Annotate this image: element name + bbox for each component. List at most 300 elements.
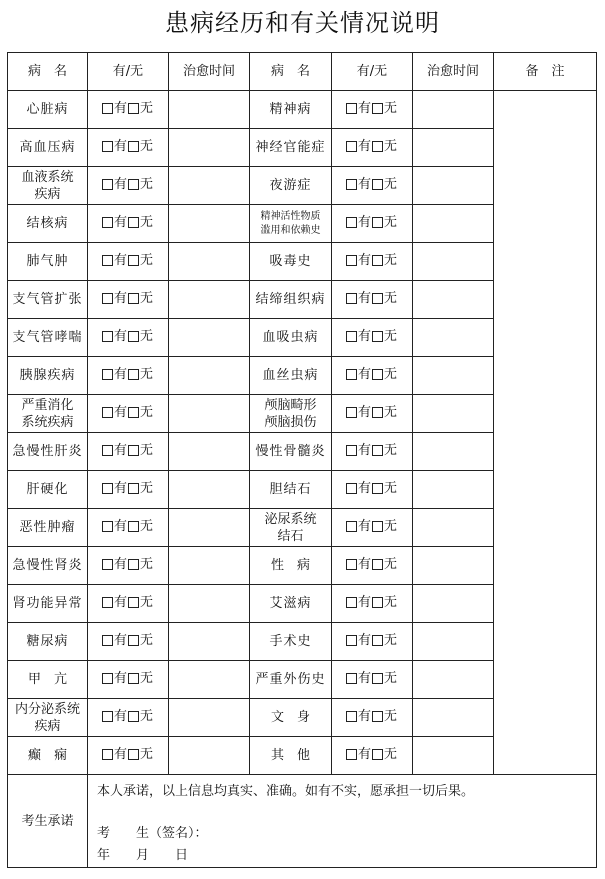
disease-label-left: 肺气肿 <box>26 254 69 269</box>
left-row-1-yes-checkbox[interactable] <box>102 141 113 152</box>
left-row-0-yes-no <box>102 100 154 117</box>
right-row-1-yes-label: 有 <box>357 139 371 154</box>
cure-time-left-input[interactable] <box>169 737 250 775</box>
cure-time-left-input[interactable] <box>169 205 250 243</box>
disease-name-left <box>8 699 88 737</box>
cure-time-left-input[interactable] <box>169 585 250 623</box>
table-header-row <box>8 53 597 91</box>
disease-label-right: 精神活性物质 滥用和依赖史 <box>260 210 321 236</box>
right-row-12-yes-no-cell <box>332 547 413 585</box>
disease-label-left: 胰腺疾病 <box>19 368 76 383</box>
left-row-3-no-checkbox[interactable] <box>128 217 139 228</box>
disease-name-right <box>250 205 332 243</box>
right-row-15-no-checkbox[interactable] <box>372 673 383 684</box>
left-row-5-yes-no-cell <box>88 281 169 319</box>
right-row-7-yes-label: 有 <box>357 367 371 382</box>
disease-name-left <box>8 205 88 243</box>
disease-name-right <box>250 623 332 661</box>
right-row-0-yes-no <box>346 100 398 117</box>
right-row-5-no-checkbox[interactable] <box>372 293 383 304</box>
left-row-1-yes-label: 有 <box>113 139 127 154</box>
cure-time-left-input[interactable] <box>169 167 250 205</box>
right-row-9-yes-no-cell <box>332 433 413 471</box>
disease-name-right <box>250 395 332 433</box>
left-row-8-yes-checkbox[interactable] <box>102 407 113 418</box>
right-row-14-no-checkbox[interactable] <box>372 635 383 646</box>
cure-time-left-input[interactable] <box>169 91 250 129</box>
left-row-1-no-checkbox[interactable] <box>128 141 139 152</box>
left-row-16-yes-checkbox[interactable] <box>102 711 113 722</box>
cure-time-left-input[interactable] <box>169 243 250 281</box>
left-row-16-yes-label: 有 <box>113 709 127 724</box>
right-row-8-yes-checkbox[interactable] <box>346 407 357 418</box>
left-row-15-no-label: 无 <box>140 671 154 686</box>
disease-label-right: 血吸虫病 <box>262 330 319 345</box>
cure-time-right-input[interactable] <box>413 319 494 357</box>
left-row-3-yes-checkbox[interactable] <box>102 217 113 228</box>
left-row-8-no-checkbox[interactable] <box>128 407 139 418</box>
left-row-4-yes-no <box>102 252 154 269</box>
cure-time-left-input[interactable] <box>169 623 250 661</box>
disease-label-right: 神经官能症 <box>255 140 326 155</box>
left-row-0-no-checkbox[interactable] <box>128 103 139 114</box>
left-row-4-no-checkbox[interactable] <box>128 255 139 266</box>
disease-label-right: 文 身 <box>270 710 310 725</box>
right-row-4-yes-no-cell <box>332 243 413 281</box>
left-row-14-yes-checkbox[interactable] <box>102 635 113 646</box>
right-row-11-yes-no <box>346 518 398 535</box>
disease-name-right <box>250 585 332 623</box>
right-row-2-yes-no-cell <box>332 167 413 205</box>
left-row-10-yes-checkbox[interactable] <box>102 483 113 494</box>
left-row-10-yes-no <box>102 480 154 497</box>
disease-name-left <box>8 509 88 547</box>
right-row-12-no-label: 无 <box>384 557 398 572</box>
left-row-11-yes-no-cell <box>88 509 169 547</box>
cure-time-left-input[interactable] <box>169 281 250 319</box>
left-row-7-no-label: 无 <box>140 367 154 382</box>
right-row-12-yes-checkbox[interactable] <box>346 559 357 570</box>
disease-label-right: 吸毒史 <box>269 254 312 269</box>
right-row-15-no-label: 无 <box>384 671 398 686</box>
right-row-6-no-label: 无 <box>384 329 398 344</box>
right-row-8-yes-no <box>346 404 398 421</box>
right-row-15-yes-no-cell <box>332 661 413 699</box>
disease-name-left <box>8 129 88 167</box>
left-row-11-yes-checkbox[interactable] <box>102 521 113 532</box>
right-row-1-yes-no <box>346 138 398 155</box>
right-row-0-no-checkbox[interactable] <box>372 103 383 114</box>
left-row-9-yes-checkbox[interactable] <box>102 445 113 456</box>
left-row-11-yes-no <box>102 518 154 535</box>
left-row-6-yes-checkbox[interactable] <box>102 331 113 342</box>
disease-label-left: 甲 亢 <box>27 672 67 687</box>
right-row-13-yes-checkbox[interactable] <box>346 597 357 608</box>
left-row-13-yes-checkbox[interactable] <box>102 597 113 608</box>
right-row-3-yes-checkbox[interactable] <box>346 217 357 228</box>
right-row-2-yes-no <box>346 176 398 193</box>
left-row-11-no-label: 无 <box>140 519 154 534</box>
disease-name-right <box>250 319 332 357</box>
disease-label-right: 血丝虫病 <box>262 368 319 383</box>
right-row-12-yes-no <box>346 556 398 573</box>
right-row-11-yes-no-cell <box>332 509 413 547</box>
right-row-14-yes-label: 有 <box>357 633 371 648</box>
left-row-15-no-checkbox[interactable] <box>128 673 139 684</box>
disease-label-left: 血液系统 疾病 <box>21 169 74 202</box>
right-row-15-yes-label: 有 <box>357 671 371 686</box>
disease-name-right <box>250 91 332 129</box>
left-row-6-yes-no <box>102 328 154 345</box>
right-row-13-yes-no <box>346 594 398 611</box>
header-cure-time-left: 治愈时间 <box>169 53 250 91</box>
left-row-0-yes-no-cell <box>88 91 169 129</box>
left-row-10-no-checkbox[interactable] <box>128 483 139 494</box>
disease-label-left: 癫 痫 <box>27 748 67 763</box>
cure-time-right-input[interactable] <box>413 167 494 205</box>
right-row-17-no-label: 无 <box>384 747 398 762</box>
cure-time-left-input[interactable] <box>169 471 250 509</box>
disease-label-right: 手术史 <box>269 634 312 649</box>
cure-time-left-input[interactable] <box>169 433 250 471</box>
right-row-17-no-checkbox[interactable] <box>372 749 383 760</box>
right-row-10-no-label: 无 <box>384 481 398 496</box>
disease-name-right <box>250 661 332 699</box>
right-row-1-yes-no-cell <box>332 129 413 167</box>
disease-label-left: 肾功能异常 <box>12 596 83 611</box>
disease-label-right: 精神病 <box>269 102 312 117</box>
left-row-9-yes-no <box>102 442 154 459</box>
right-row-7-yes-no <box>346 366 398 383</box>
cure-time-right-input[interactable] <box>413 357 494 395</box>
header-yes-no-right: 有/无 <box>332 53 413 91</box>
disease-label-right: 泌尿系统 结石 <box>264 511 317 544</box>
left-row-15-yes-label: 有 <box>113 671 127 686</box>
left-row-5-no-checkbox[interactable] <box>128 293 139 304</box>
disease-name-left <box>8 395 88 433</box>
header-yes-no-left: 有/无 <box>88 53 169 91</box>
left-row-17-yes-no <box>102 746 154 763</box>
left-row-7-yes-checkbox[interactable] <box>102 369 113 380</box>
disease-label-left: 高血压病 <box>19 140 76 155</box>
left-row-4-yes-checkbox[interactable] <box>102 255 113 266</box>
left-row-14-yes-no-cell <box>88 623 169 661</box>
disease-name-left <box>8 91 88 129</box>
left-row-3-yes-no-cell <box>88 205 169 243</box>
left-row-8-no-label: 无 <box>140 405 154 420</box>
disease-name-left <box>8 623 88 661</box>
left-row-7-yes-no-cell <box>88 357 169 395</box>
left-row-15-yes-no-cell <box>88 661 169 699</box>
right-row-16-no-checkbox[interactable] <box>372 711 383 722</box>
right-row-16-yes-no-cell <box>332 699 413 737</box>
disease-name-left <box>8 167 88 205</box>
left-row-13-no-checkbox[interactable] <box>128 597 139 608</box>
right-row-17-yes-no-cell <box>332 737 413 775</box>
left-row-6-yes-label: 有 <box>113 329 127 344</box>
cure-time-right-input[interactable] <box>413 433 494 471</box>
left-row-2-yes-label: 有 <box>113 177 127 192</box>
cure-time-right-input[interactable] <box>413 585 494 623</box>
right-row-6-yes-no <box>346 328 398 345</box>
left-row-14-no-checkbox[interactable] <box>128 635 139 646</box>
disease-label-left: 恶性肿瘤 <box>19 520 76 535</box>
right-row-15-yes-checkbox[interactable] <box>346 673 357 684</box>
disease-name-right <box>250 129 332 167</box>
remarks-cell[interactable] <box>494 91 597 775</box>
disease-label-left: 糖尿病 <box>26 634 69 649</box>
left-row-11-no-checkbox[interactable] <box>128 521 139 532</box>
disease-name-right <box>250 433 332 471</box>
right-row-13-yes-label: 有 <box>357 595 371 610</box>
right-row-0-yes-no-cell <box>332 91 413 129</box>
disease-label-left: 心脏病 <box>26 102 69 117</box>
left-row-12-yes-no-cell <box>88 547 169 585</box>
right-row-8-yes-label: 有 <box>357 405 371 420</box>
right-row-7-yes-checkbox[interactable] <box>346 369 357 380</box>
right-row-5-no-label: 无 <box>384 291 398 306</box>
right-row-6-no-checkbox[interactable] <box>372 331 383 342</box>
left-row-2-yes-checkbox[interactable] <box>102 179 113 190</box>
right-row-13-no-checkbox[interactable] <box>372 597 383 608</box>
left-row-17-no-checkbox[interactable] <box>128 749 139 760</box>
disease-name-left <box>8 433 88 471</box>
cure-time-left-input[interactable] <box>169 129 250 167</box>
left-row-5-no-label: 无 <box>140 291 154 306</box>
left-row-14-yes-no <box>102 632 154 649</box>
right-row-14-yes-checkbox[interactable] <box>346 635 357 646</box>
right-row-9-no-checkbox[interactable] <box>372 445 383 456</box>
right-row-9-yes-label: 有 <box>357 443 371 458</box>
right-row-11-yes-label: 有 <box>357 519 371 534</box>
disease-label-left: 支气管扩张 <box>12 292 83 307</box>
cure-time-right-input[interactable] <box>413 281 494 319</box>
cure-time-right-input[interactable] <box>413 547 494 585</box>
disease-label-right: 胆结石 <box>269 482 312 497</box>
right-row-9-yes-checkbox[interactable] <box>346 445 357 456</box>
left-row-1-no-label: 无 <box>140 139 154 154</box>
left-row-8-yes-no <box>102 404 154 421</box>
disease-name-left <box>8 319 88 357</box>
right-row-12-yes-label: 有 <box>357 557 371 572</box>
right-row-0-no-label: 无 <box>384 101 398 116</box>
right-row-10-no-checkbox[interactable] <box>372 483 383 494</box>
disease-name-left <box>8 471 88 509</box>
right-row-7-no-label: 无 <box>384 367 398 382</box>
cure-time-right-input[interactable] <box>413 91 494 129</box>
right-row-3-no-checkbox[interactable] <box>372 217 383 228</box>
cure-time-right-input[interactable] <box>413 661 494 699</box>
right-row-2-yes-checkbox[interactable] <box>346 179 357 190</box>
right-row-8-yes-no-cell <box>332 395 413 433</box>
left-row-2-yes-no <box>102 176 154 193</box>
disease-name-right <box>250 699 332 737</box>
right-row-10-yes-checkbox[interactable] <box>346 483 357 494</box>
right-row-7-no-checkbox[interactable] <box>372 369 383 380</box>
right-row-2-no-checkbox[interactable] <box>372 179 383 190</box>
cure-time-right-input[interactable] <box>413 243 494 281</box>
header-disease-name-left: 病 名 <box>8 53 88 91</box>
disease-label-left: 内分泌系统 疾病 <box>14 701 80 734</box>
right-row-11-yes-checkbox[interactable] <box>346 521 357 532</box>
header-disease-name-right: 病 名 <box>250 53 332 91</box>
cure-time-right-input[interactable] <box>413 509 494 547</box>
left-row-17-no-label: 无 <box>140 747 154 762</box>
left-row-3-no-label: 无 <box>140 215 154 230</box>
left-row-12-no-checkbox[interactable] <box>128 559 139 570</box>
right-row-17-yes-no <box>346 746 398 763</box>
disease-label-right: 颅脑畸形 颅脑损伤 <box>264 397 317 430</box>
disease-name-left <box>8 357 88 395</box>
signature-field[interactable]: 考 生（签名）： <box>97 826 208 841</box>
left-row-4-yes-label: 有 <box>113 253 127 268</box>
cure-time-left-input[interactable] <box>169 699 250 737</box>
right-row-8-no-label: 无 <box>384 405 398 420</box>
left-row-6-no-checkbox[interactable] <box>128 331 139 342</box>
left-row-0-yes-label: 有 <box>113 101 127 116</box>
pledge-statement: 本人承诺，以上信息均真实、准确。如有不实，愿承担一切后果。 <box>97 784 475 799</box>
disease-name-left <box>8 585 88 623</box>
right-row-5-yes-no <box>346 290 398 307</box>
left-row-12-yes-checkbox[interactable] <box>102 559 113 570</box>
disease-name-right <box>250 357 332 395</box>
cure-time-right-input[interactable] <box>413 395 494 433</box>
left-row-14-yes-label: 有 <box>113 633 127 648</box>
disease-name-right <box>250 547 332 585</box>
left-row-12-yes-label: 有 <box>113 557 127 572</box>
left-row-0-yes-checkbox[interactable] <box>102 103 113 114</box>
left-row-4-no-label: 无 <box>140 253 154 268</box>
right-row-5-yes-no-cell <box>332 281 413 319</box>
disease-name-left <box>8 547 88 585</box>
right-row-3-yes-no <box>346 214 398 231</box>
left-row-6-yes-no-cell <box>88 319 169 357</box>
right-row-1-yes-checkbox[interactable] <box>346 141 357 152</box>
disease-label-right: 慢性骨髓炎 <box>255 444 326 459</box>
left-row-9-yes-label: 有 <box>113 443 127 458</box>
right-row-0-yes-label: 有 <box>357 101 371 116</box>
cure-time-right-input[interactable] <box>413 129 494 167</box>
date-field[interactable]: 年 月 日 <box>97 848 189 863</box>
right-row-11-no-checkbox[interactable] <box>372 521 383 532</box>
right-row-14-no-label: 无 <box>384 633 398 648</box>
cure-time-left-input[interactable] <box>169 319 250 357</box>
right-row-15-yes-no <box>346 670 398 687</box>
disease-label-right: 其 他 <box>270 748 310 763</box>
cure-time-left-input[interactable] <box>169 509 250 547</box>
right-row-0-yes-checkbox[interactable] <box>346 103 357 114</box>
disease-name-right <box>250 281 332 319</box>
disease-name-right <box>250 471 332 509</box>
left-row-1-yes-no-cell <box>88 129 169 167</box>
left-row-15-yes-no <box>102 670 154 687</box>
left-row-16-yes-no-cell <box>88 699 169 737</box>
right-row-4-yes-checkbox[interactable] <box>346 255 357 266</box>
left-row-10-yes-label: 有 <box>113 481 127 496</box>
disease-name-right <box>250 737 332 775</box>
disease-name-right <box>250 243 332 281</box>
left-row-17-yes-checkbox[interactable] <box>102 749 113 760</box>
disease-name-left <box>8 661 88 699</box>
left-row-3-yes-no <box>102 214 154 231</box>
right-row-6-yes-checkbox[interactable] <box>346 331 357 342</box>
header-remarks: 备 注 <box>494 53 597 91</box>
disease-label-right: 性 病 <box>270 558 310 573</box>
left-row-17-yes-no-cell <box>88 737 169 775</box>
left-row-7-no-checkbox[interactable] <box>128 369 139 380</box>
disease-label-right: 结缔组织病 <box>255 292 326 307</box>
right-row-16-yes-checkbox[interactable] <box>346 711 357 722</box>
cure-time-left-input[interactable] <box>169 547 250 585</box>
cure-time-right-input[interactable] <box>413 699 494 737</box>
right-row-3-yes-label: 有 <box>357 215 371 230</box>
left-row-3-yes-label: 有 <box>113 215 127 230</box>
cure-time-right-input[interactable] <box>413 205 494 243</box>
right-row-17-yes-label: 有 <box>357 747 371 762</box>
right-row-5-yes-label: 有 <box>357 291 371 306</box>
disease-label-left: 支气管哮喘 <box>12 330 83 345</box>
left-row-16-no-label: 无 <box>140 709 154 724</box>
right-row-8-no-checkbox[interactable] <box>372 407 383 418</box>
right-row-17-yes-checkbox[interactable] <box>346 749 357 760</box>
right-row-10-yes-label: 有 <box>357 481 371 496</box>
left-row-13-no-label: 无 <box>140 595 154 610</box>
cure-time-right-input[interactable] <box>413 623 494 661</box>
left-row-14-no-label: 无 <box>140 633 154 648</box>
right-row-14-yes-no <box>346 632 398 649</box>
left-row-9-no-checkbox[interactable] <box>128 445 139 456</box>
pledge-content <box>88 775 597 868</box>
cure-time-left-input[interactable] <box>169 357 250 395</box>
right-row-4-no-label: 无 <box>384 253 398 268</box>
left-row-2-no-checkbox[interactable] <box>128 179 139 190</box>
left-row-13-yes-label: 有 <box>113 595 127 610</box>
left-row-16-yes-no <box>102 708 154 725</box>
right-row-4-no-checkbox[interactable] <box>372 255 383 266</box>
left-row-7-yes-label: 有 <box>113 367 127 382</box>
left-row-17-yes-label: 有 <box>113 747 127 762</box>
disease-label-left: 严重消化 系统疾病 <box>21 397 74 430</box>
cure-time-left-input[interactable] <box>169 395 250 433</box>
pledge-label: 考生承诺 <box>8 775 88 868</box>
left-row-15-yes-checkbox[interactable] <box>102 673 113 684</box>
disease-name-left <box>8 281 88 319</box>
cure-time-left-input[interactable] <box>169 661 250 699</box>
pledge-row <box>8 775 597 868</box>
left-row-2-yes-no-cell <box>88 167 169 205</box>
left-row-0-no-label: 无 <box>140 101 154 116</box>
right-row-13-no-label: 无 <box>384 595 398 610</box>
left-row-2-no-label: 无 <box>140 177 154 192</box>
left-row-6-no-label: 无 <box>140 329 154 344</box>
page-title: 患病经历和有关情况说明 <box>165 9 440 37</box>
cure-time-right-input[interactable] <box>413 471 494 509</box>
left-row-5-yes-checkbox[interactable] <box>102 293 113 304</box>
right-row-14-yes-no-cell <box>332 623 413 661</box>
right-row-12-no-checkbox[interactable] <box>372 559 383 570</box>
left-row-16-no-checkbox[interactable] <box>128 711 139 722</box>
disease-label-right: 严重外伤史 <box>255 672 326 687</box>
cure-time-right-input[interactable] <box>413 737 494 775</box>
left-row-10-no-label: 无 <box>140 481 154 496</box>
left-row-7-yes-no <box>102 366 154 383</box>
left-row-10-yes-no-cell <box>88 471 169 509</box>
right-row-5-yes-checkbox[interactable] <box>346 293 357 304</box>
right-row-1-no-checkbox[interactable] <box>372 141 383 152</box>
left-row-8-yes-label: 有 <box>113 405 127 420</box>
right-row-16-no-label: 无 <box>384 709 398 724</box>
left-row-4-yes-no-cell <box>88 243 169 281</box>
